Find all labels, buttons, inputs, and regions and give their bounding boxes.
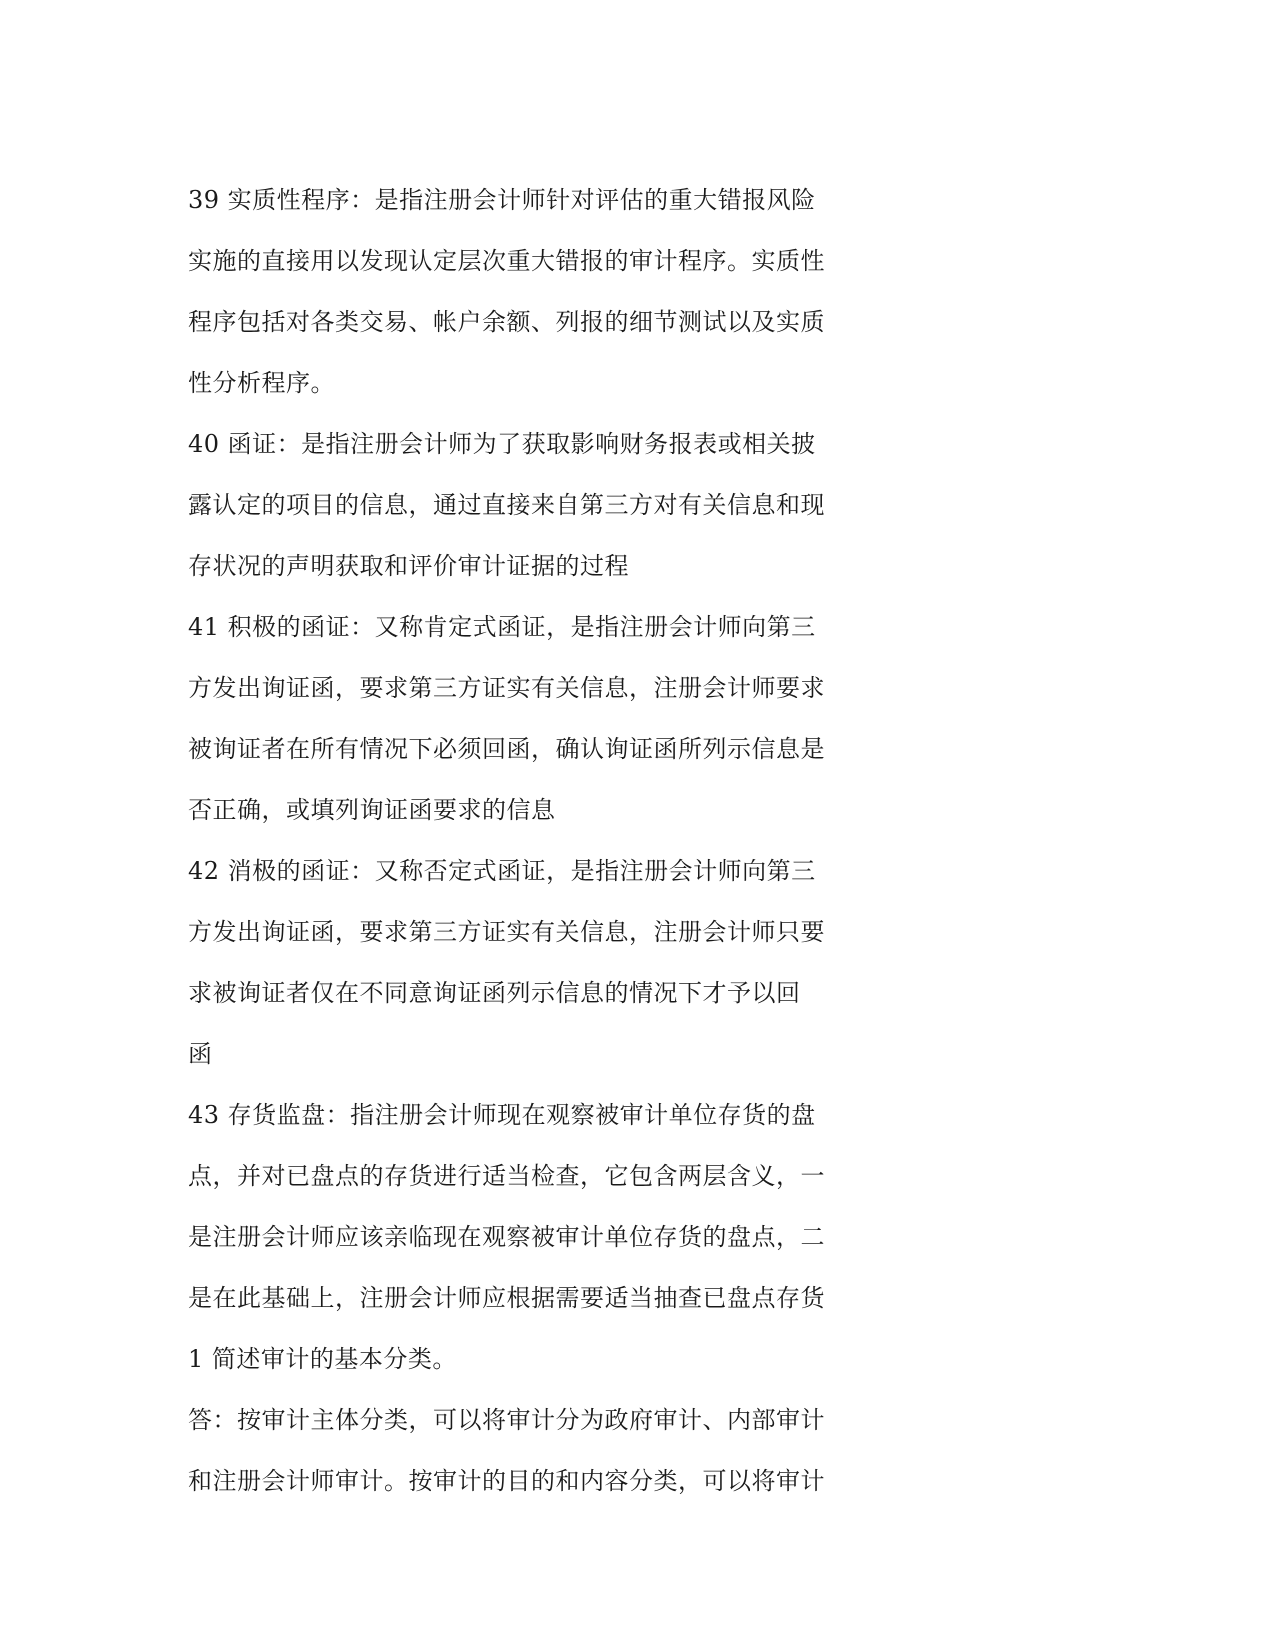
- text-line: 存状况的声明获取和评价审计证据的过程: [188, 552, 629, 580]
- text-line: 39 实质性程序：是指注册会计师针对评估的重大错报风险: [188, 186, 816, 214]
- text-line: 41 积极的函证：又称肯定式函证，是指注册会计师向第三: [188, 613, 816, 641]
- text-line: 40 函证：是指注册会计师为了获取影响财务报表或相关披: [188, 430, 816, 458]
- text-line: 点，并对已盘点的存货进行适当检查，它包含两层含义，一: [188, 1162, 825, 1190]
- text-line: 实施的直接用以发现认定层次重大错报的审计程序。实质性: [188, 247, 825, 275]
- text-line: 函: [188, 1040, 213, 1068]
- text-line: 被询证者在所有情况下必须回函，确认询证函所列示信息是: [188, 735, 825, 763]
- text-line: 1 简述审计的基本分类。: [188, 1345, 457, 1373]
- document-body: [188, 170, 848, 1512]
- text-line: 43 存货监盘：指注册会计师现在观察被审计单位存货的盘: [188, 1101, 816, 1129]
- text-line: 露认定的项目的信息，通过直接来自第三方对有关信息和现: [188, 491, 825, 519]
- text-line: 求被询证者仅在不同意询证函列示信息的情况下才予以回: [188, 979, 801, 1007]
- text-line: 程序包括对各类交易、帐户余额、列报的细节测试以及实质: [188, 308, 825, 336]
- text-line: 方发出询证函，要求第三方证实有关信息，注册会计师要求: [188, 674, 825, 702]
- text-line: 是在此基础上，注册会计师应根据需要适当抽查已盘点存货: [188, 1284, 825, 1312]
- text-line: 性分析程序。: [188, 369, 335, 397]
- text-line: 和注册会计师审计。按审计的目的和内容分类，可以将审计: [188, 1467, 825, 1495]
- text-line: 答：按审计主体分类，可以将审计分为政府审计、内部审计: [188, 1406, 825, 1434]
- text-line: 否正确，或填列询证函要求的信息: [188, 796, 556, 824]
- text-line: 是注册会计师应该亲临现在观察被审计单位存货的盘点，二: [188, 1223, 825, 1251]
- text-line: 方发出询证函，要求第三方证实有关信息，注册会计师只要: [188, 918, 825, 946]
- text-line: 42 消极的函证：又称否定式函证，是指注册会计师向第三: [188, 857, 816, 885]
